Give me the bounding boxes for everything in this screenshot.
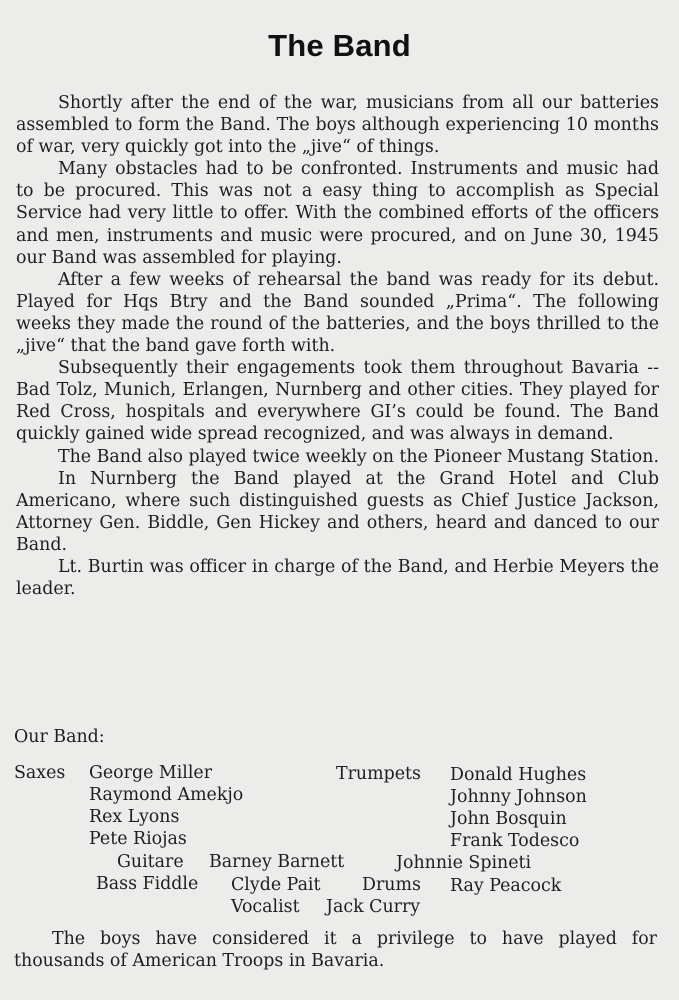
bass-fiddle-member: Clyde Pait: [231, 875, 321, 895]
roster-heading: Our Band:: [14, 727, 105, 747]
saxes-label: Saxes: [14, 763, 66, 783]
paragraph: Many obstacles had to be confronted. Instruments and music had to be procured. This was not a easy thing to accomplish as Special Service had very little to offer. With the combined efforts of the officers and men, instruments and music were procured, and on June 30, 1945 our Band was assembled for playing.: [16, 159, 659, 268]
trumpets-member: John Bosquin: [450, 809, 567, 829]
drums-label: Drums: [362, 875, 421, 895]
saxes-member: Pete Riojas: [89, 829, 187, 849]
saxes-member: Rex Lyons: [89, 807, 180, 827]
guitare-label: Guitare: [117, 852, 184, 872]
guitare-member: Barney Barnett: [209, 852, 345, 872]
closing-paragraph: [14, 928, 657, 972]
trumpets-member: Johnny Johnson: [450, 787, 587, 807]
paragraph: The Band also played twice weekly on the Pioneer Mustang Station.: [58, 446, 659, 467]
drums-member: Ray Peacock: [450, 876, 562, 896]
vocalist-label: Vocalist: [231, 897, 300, 917]
paragraph: Lt. Burtin was officer in charge of the Band, and Herbie Meyers the leader.: [16, 556, 659, 600]
trumpets-member: Frank Todesco: [450, 831, 580, 851]
trumpets-label: Trumpets: [336, 764, 421, 784]
saxes-member: George Miller: [89, 763, 213, 783]
bass-fiddle-label: Bass Fiddle: [96, 874, 199, 894]
vocalist-member: Jack Curry: [326, 897, 421, 917]
saxes-member: Raymond Amekjo: [89, 785, 244, 805]
paragraph: Shortly after the end of the war, musicians from all our batteries assembled to form the Band. The boys although experiencing 10 months of war, very quickly got into the „jive“ of things.: [16, 93, 659, 158]
trumpets-member: Donald Hughes: [450, 765, 587, 785]
paragraph: In Nurnberg the Band played at the Grand Hotel and Club Americano, where such distinguished guests as Chief Justice Jackson, Attorney Gen. Biddle, Gen Hickey and others, heard and danced to our Band.: [16, 468, 659, 555]
closing-text: The boys have considered it a privilege to have played for thousands of American Troops in Bavaria.: [14, 929, 657, 972]
paragraph: Subsequently their engagements took them throughout Bavaria -- Bad Tolz, Munich, Erlangen, Nurnberg and other cities. They played for Red Cross, hospitals and everywhere GI’s could be found. The Band quickly gained wide spread recognized, and was always in demand.: [16, 358, 659, 445]
page-title: The Band: [268, 28, 411, 63]
paragraph: After a few weeks of rehearsal the band was ready for its debut. Played for Hqs Btry and the Band sounded „Prima“. The following weeks they made the round of the batteries, and the boys thrilled to the „jive“ that the band gave forth with.: [16, 269, 659, 357]
guitare-member: Johnnie Spineti: [396, 853, 532, 873]
